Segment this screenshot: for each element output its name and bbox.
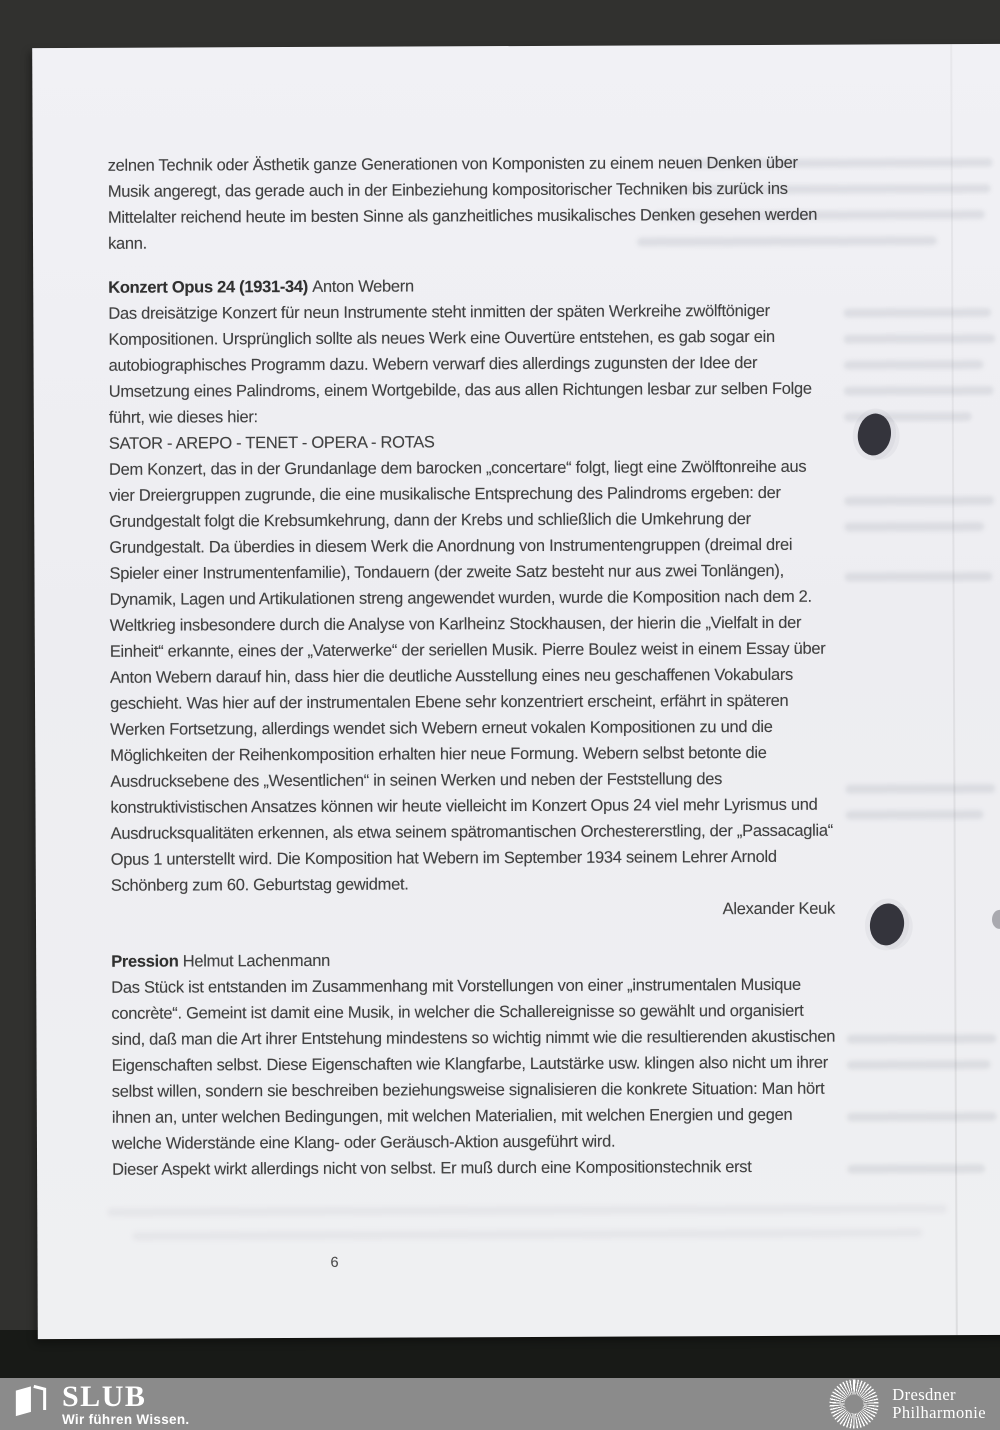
bleed-through-smudge [847, 1112, 997, 1122]
composer-name: Anton Webern [312, 277, 414, 296]
bleed-through-smudge [844, 572, 992, 582]
slub-name: SLUB [62, 1380, 147, 1413]
bleed-through-smudge [844, 496, 994, 506]
bleed-through-smudge [843, 334, 995, 344]
author-credit: Alexander Keuk [722, 899, 835, 919]
work-title: Konzert Opus 24 (1931-34) [108, 277, 309, 297]
page-fold-line [950, 44, 958, 1335]
bleed-through-smudge [847, 1164, 985, 1174]
philharmonie-line2: Philharmonie [892, 1403, 986, 1422]
brand-footer-bar [0, 1378, 1000, 1430]
slub-logo-block [0, 1381, 189, 1427]
composer-name: Helmut Lachenmann [182, 951, 330, 971]
bleed-through-smudge [846, 810, 984, 820]
bleed-through-smudge [843, 308, 991, 318]
bleed-through-smudge [132, 1228, 922, 1240]
lachenmann-paragraph-1: Das Stück ist entstanden im Zusammenhang mit Vorstellungen von einer „instrumentalen Musique concrète“. Gemeint ist damit eine Musik, in welcher die Schallereignisse so gewählt und organisiert sind, daß man die Art ihrer Entstehung mindestens so wichtig nimmt wie die resultierenden akustischen Eigenschaften selbst. Diese Eigenschaften wie Klangfarbe, Lautstärke usw. klingen also nicht um ihrer selbst willen, sondern sie beschreiben beziehungsweise signalisieren die konkrete Situation: Man hört ihnen an, unter welchen Bedingungen, mit welchen Materialien, mit welchen Energien und gegen welche Widerstände eine Klang- oder Geräusch-Aktion ausgeführt wird. [111, 975, 836, 1153]
palindrome-line: SATOR - AREPO - TENET - OPERA - ROTAS [108, 433, 435, 453]
bleed-through-layer [32, 44, 1000, 48]
starburst-icon [828, 1378, 880, 1430]
bleed-through-smudge [107, 1204, 947, 1217]
webern-paragraph-2: Dem Konzert, das in der Grundanlage dem barocken „concertare“ folgt, liegt eine Zwölftonreihe aus vier Dreiergruppen zugrunde, die eine musikalische Entsprechung des Palindroms ergeben: der Grundgestalt folgt die Krebsumkehrung, dann der Krebs und schließlich die Umkehrung der Grundgestalt. Da überdies in diesem Werk die Anordnung von Instrumentengruppen (dreimal drei Spieler einer Instrumentenfamilie), Tondauern (der zweite Satz besteht nur aus zwei Tonlängen), Dynamik, Lagen und Artikulationen streng angewendet wurden, wurde die Komposition nach dem 2. Weltkrieg insbesondere durch die Analyse von Karlheinz Stockhausen, der hierin die „Vielfalt in der Einheit“ erkannte, eines der „Vaterwerke“ der seriellen Musik. Pierre Boulez weist in einem Essay über Anton Webern darauf hin, dass hier die deutliche Ausstellung eines neu geschaffenen Vokabulars geschieht. Was hier auf der instrumentalen Ebene sehr konzentriert erscheint, erfährt in späteren Werken Fortsetzung, allerdings wendet sich Webern erneut vokalen Kompositionen zu und die Möglichkeiten der Reihenkomposition erhalten hier neue Formung. Webern selbst betonte die Ausdrucksebene des „Wesentlichen“ in seinen Werken und neben der Feststellung des konstruktivistischen Ansatzes können wir heute vielleicht im Konzert Opus 24 viel mehr Lyrismus und Ausdrucksqualitäten erkennen, als etwa seinem spätromantischen Orchestererstling, der „Passacaglia“ Opus 1 unterstellt wird. Die Komposition hat Webern im September 1934 seinem Lehrer Arnold Schönberg zum 60. Geburtstag gewidmet. [108, 457, 833, 895]
webern-paragraph-1: Das dreisätzige Konzert für neun Instrumente steht inmitten der späten Werkreihe zwölftöniger Kompositionen. Ursprünglich sollte als neues Werk eine Ouvertüre entstehen, es gab sogar ein autobiographisches Programm dazu. Webern verwarf dies allerdings zugunsten der Idee der Umsetzung eines Palindroms, einem Wortgebilde, das aus allen Richtungen lesbar zur selben Folge führt, wie dieses hier: [108, 301, 812, 427]
page-edge-mark [992, 910, 1000, 929]
bleed-through-smudge [844, 360, 984, 370]
bleed-through-smudge [847, 1060, 991, 1070]
work-heading-webern [108, 272, 832, 301]
bleed-through-smudge [845, 784, 995, 794]
open-book-icon [13, 1383, 47, 1419]
bleed-through-smudge [844, 522, 984, 532]
bleed-through-smudge [847, 1034, 997, 1044]
page-number: 6 [330, 1254, 339, 1271]
bleed-through-smudge [844, 386, 994, 396]
work-title: Pression [111, 952, 179, 971]
work-heading-pression [111, 946, 835, 975]
punch-hole [867, 901, 907, 948]
slub-tagline: Wir führen Wissen. [62, 1412, 190, 1427]
scanned-page [32, 44, 1000, 1339]
slub-wordmark [62, 1380, 190, 1427]
philharmonie-wordmark [892, 1386, 986, 1422]
philharmonie-logo-block [828, 1378, 1000, 1430]
intro-paragraph: zelnen Technik oder Ästhetik ganze Generationen von Komponisten zu einem neuen Denken über Musik angeregt, das gerade auch in der Einbeziehung kompositorischer Techniken bis zurück ins Mittelalter reichend heute im besten Sinne als ganzheitliches musikalisches Denken gesehen werden kann. [107, 153, 818, 253]
lachenmann-paragraph-2: Dieser Aspekt wirkt allerdings nicht von selbst. Er muß durch eine Kompositionstechnik erst [112, 1158, 752, 1179]
philharmonie-line1: Dresdner [892, 1385, 956, 1404]
article-text [108, 150, 836, 1183]
